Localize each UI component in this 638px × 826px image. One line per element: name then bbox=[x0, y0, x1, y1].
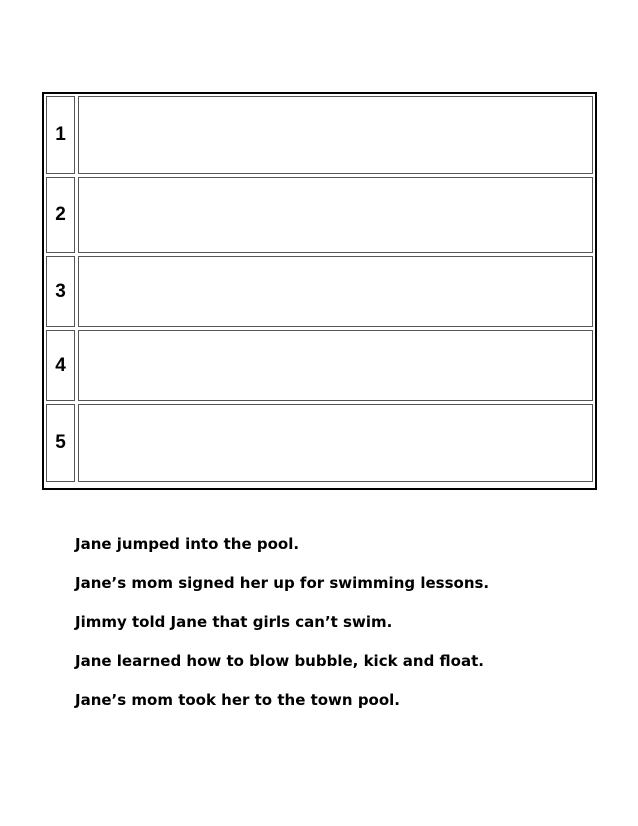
sentence-item: Jane jumped into the pool. bbox=[75, 535, 300, 553]
sentence-item: Jane’s mom signed her up for swimming lessons. bbox=[75, 574, 490, 592]
row-number: 1 bbox=[46, 96, 75, 174]
sentence-item: Jane’s mom took her to the town pool. bbox=[75, 691, 401, 709]
answer-cell[interactable] bbox=[78, 330, 593, 401]
table-row bbox=[46, 404, 593, 482]
table-row bbox=[46, 96, 593, 174]
row-number: 4 bbox=[46, 330, 75, 401]
answer-cell[interactable] bbox=[78, 96, 593, 174]
answer-cell[interactable] bbox=[78, 177, 593, 253]
row-number: 2 bbox=[46, 177, 75, 253]
answer-cell[interactable] bbox=[78, 404, 593, 482]
sequence-table bbox=[42, 92, 597, 490]
table-row bbox=[46, 330, 593, 401]
row-number: 3 bbox=[46, 256, 75, 327]
sequence-rows bbox=[46, 96, 593, 486]
sentence-list bbox=[75, 528, 489, 723]
sentence-item: Jimmy told Jane that girls can’t swim. bbox=[75, 613, 393, 631]
answer-cell[interactable] bbox=[78, 256, 593, 327]
table-row bbox=[46, 256, 593, 327]
sentence-item: Jane learned how to blow bubble, kick and float. bbox=[75, 652, 484, 670]
row-number: 5 bbox=[46, 404, 75, 482]
table-row bbox=[46, 177, 593, 253]
